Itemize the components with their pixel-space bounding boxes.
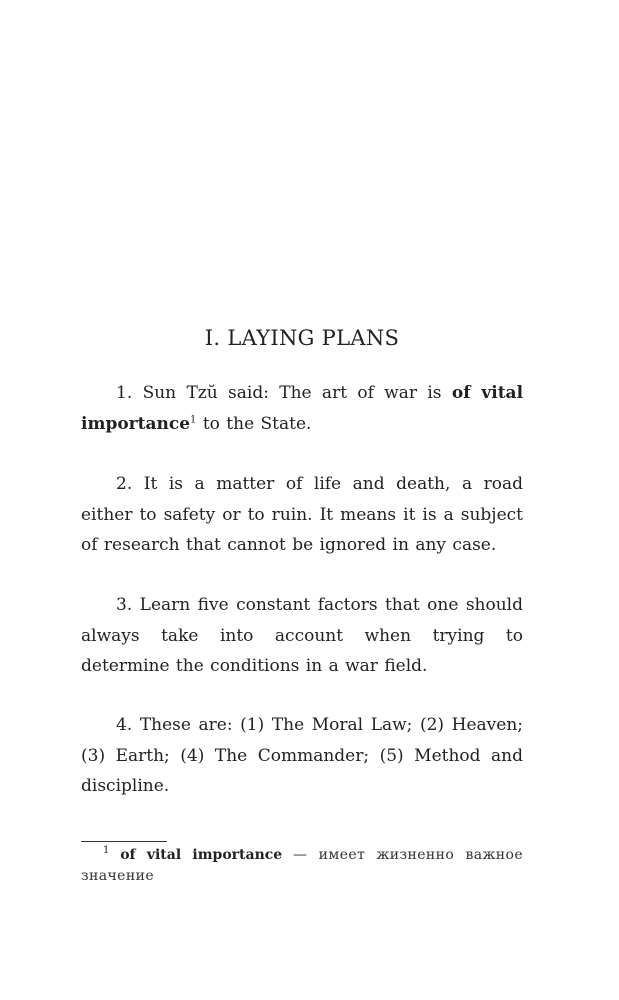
paragraph-4 [81, 710, 523, 802]
footnote [81, 845, 523, 887]
footnote-mark: 1 [103, 845, 110, 857]
footnote-divider [81, 841, 167, 842]
paragraph-text: Sun Tzŭ said: The art of war is [142, 383, 442, 403]
paragraph-1 [81, 378, 523, 439]
paragraph-2 [81, 469, 523, 561]
paragraph-text: It is a matter of life and death, a road either to safety or to ruin. It means it is a subject of research that cannot be ignored in any case. [81, 474, 523, 555]
paragraph-text-end: to the State. [202, 413, 312, 434]
paragraph-number: 4. [116, 715, 133, 735]
paragraph-number: 1. [116, 383, 133, 403]
paragraph-3 [81, 590, 523, 682]
footnote-term: of vital importance [120, 847, 283, 863]
paragraph-text: These are: (1) The Moral Law; (2) Heaven; (3) Earth; (4) The Commander; (5) Method and discipline. [81, 715, 523, 796]
bold-term: of vital importance [81, 383, 524, 434]
paragraph-number: 2. [116, 474, 133, 494]
chapter-title: I. LAYING PLANS [204, 326, 400, 351]
footnote-reference[interactable]: 1 [190, 413, 197, 425]
footnote-definition: — имеет жизненно важное значение [81, 847, 524, 884]
paragraph-text: Learn five constant factors that one should always take into account when trying to determine the conditions in a war field. [81, 595, 524, 676]
paragraph-number: 3. [116, 595, 133, 615]
